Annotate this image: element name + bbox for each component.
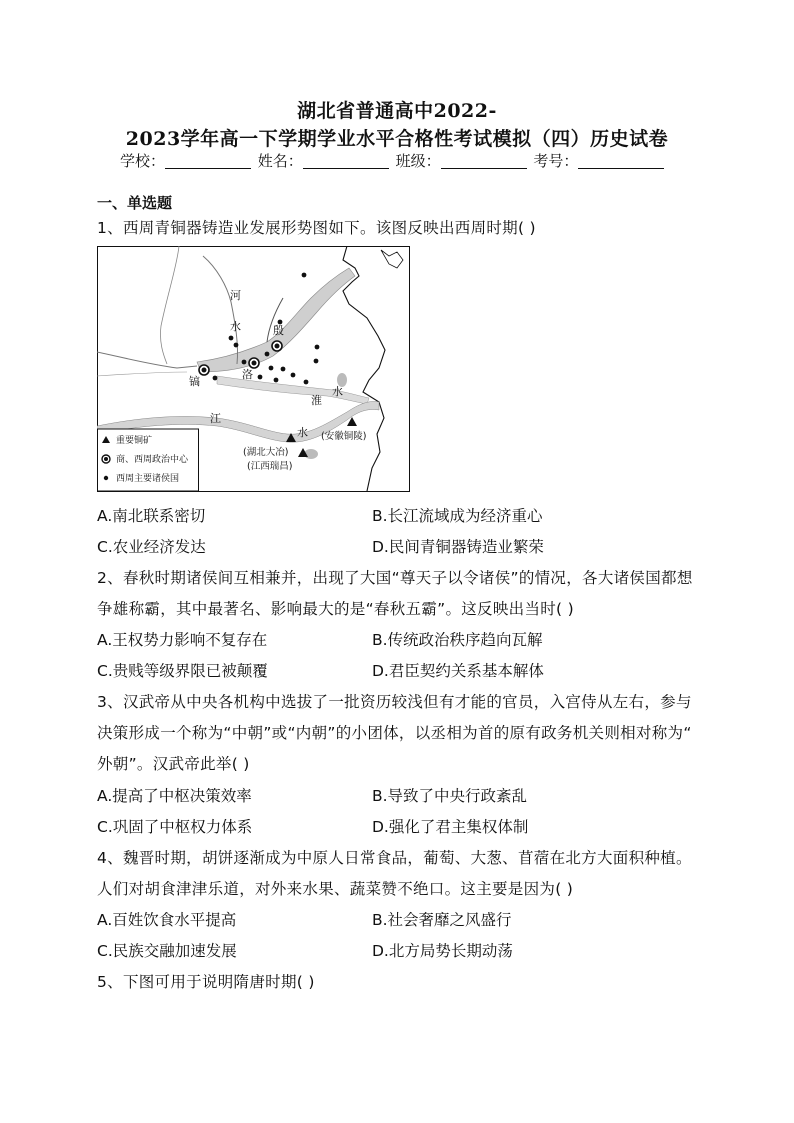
- class-label: 班级：: [395, 152, 441, 170]
- question-3-line-3: 外朝”。汉武帝此举( ): [97, 755, 250, 773]
- question-2-line-1: 2、春秋时期诸侯间互相兼并，出现了大国“尊天子以令诸侯”的情况，各大诸侯国都想: [97, 569, 693, 587]
- section-title: 一、单选题: [97, 194, 173, 212]
- exam-no-blank[interactable]: [578, 152, 664, 169]
- q4-option-b[interactable]: B.社会奢靡之风盛行: [372, 911, 512, 929]
- map-label-shui-1: 水: [230, 320, 241, 333]
- exam-title-line-2: 2023学年高一下学期学业水平合格性考试模拟（四）历史试卷: [125, 128, 669, 150]
- map-label-shui-2: 水: [332, 385, 343, 398]
- legend-vassal-state: 西周主要诸侯国: [116, 474, 180, 484]
- question-3-line-2: 决策形成一个称为“中朝”或“内朝”的小团体，以丞相为首的原有政务机关则相对称为“: [97, 724, 692, 742]
- q3-option-d[interactable]: D.强化了君主集权体制: [372, 818, 529, 836]
- q1-option-a[interactable]: A.南北联系密切: [97, 507, 206, 525]
- exam-no-label: 考号：: [533, 152, 579, 170]
- question-1-line-1: 1、西周青铜器铸造业发展形势图如下。该图反映出西周时期( ): [97, 219, 536, 237]
- question-5-line-1: 5、下图可用于说明隋唐时期( ): [97, 973, 315, 991]
- map-label-luo: 洛: [242, 368, 253, 381]
- map-label-huai: 淮: [311, 394, 322, 407]
- q3-option-b[interactable]: B.导致了中央行政紊乱: [372, 787, 528, 805]
- map-label-hubei: (湖北大冶): [243, 447, 289, 458]
- map-label-jiangxi: (江西瑞昌): [247, 461, 293, 472]
- q3-option-a[interactable]: A.提高了中枢决策效率: [97, 787, 252, 805]
- q1-option-d[interactable]: D.民间青铜器铸造业繁荣: [372, 538, 544, 556]
- q2-option-b[interactable]: B.传统政治秩序趋向瓦解: [372, 631, 543, 649]
- q4-option-c[interactable]: C.民族交融加速发展: [97, 942, 237, 960]
- q4-option-a[interactable]: A.百姓饮食水平提高: [97, 911, 237, 929]
- map-label-jiang: 江: [210, 412, 221, 425]
- exam-title-line-1: 湖北省普通高中2022-: [297, 100, 497, 122]
- school-blank[interactable]: [165, 152, 251, 169]
- question-4-line-2: 人们对胡食津津乐道，对外来水果、蔬菜赞不绝口。这主要是因为( ): [97, 880, 574, 898]
- map-label-he: 河: [230, 289, 241, 302]
- q1-option-c[interactable]: C.农业经济发达: [97, 538, 206, 556]
- question-2-line-2: 争雄称霸，其中最著名、影响最大的是“春秋五霸”。这反映出当时( ): [97, 600, 574, 618]
- class-blank[interactable]: [441, 152, 527, 169]
- legend-copper-mine: 重要铜矿: [116, 436, 153, 446]
- q3-option-c[interactable]: C.巩固了中枢权力体系: [97, 818, 253, 836]
- student-info-row: [120, 150, 666, 171]
- map-label-shui-3: 水: [297, 426, 308, 439]
- question-4-line-1: 4、魏晋时期，胡饼逐渐成为中原人日常食品，葡萄、大葱、苜蓿在北方大面积种植。: [97, 849, 692, 867]
- map-label-anhui: (安徽铜陵): [321, 431, 367, 442]
- map-label-yin: 殷: [273, 324, 284, 337]
- q2-option-c[interactable]: C.贵贱等级界限已被颠覆: [97, 662, 268, 680]
- q2-option-d[interactable]: D.君臣契约关系基本解体: [372, 662, 544, 680]
- bronze-map-figure: [97, 246, 410, 492]
- q4-option-d[interactable]: D.北方局势长期动荡: [372, 942, 513, 960]
- legend-political-center: 商、西周政治中心: [116, 455, 189, 465]
- q1-option-b[interactable]: B.长江流域成为经济重心: [372, 507, 543, 525]
- school-label: 学校：: [120, 152, 166, 170]
- name-label: 姓名：: [257, 152, 303, 170]
- map-label-gao: 镐: [189, 375, 200, 388]
- q2-option-a[interactable]: A.王权势力影响不复存在: [97, 631, 268, 649]
- question-3-line-1: 3、汉武帝从中央各机构中选拔了一批资历较浅但有才能的官员，入宫侍从左右，参与: [97, 693, 692, 711]
- name-blank[interactable]: [303, 152, 389, 169]
